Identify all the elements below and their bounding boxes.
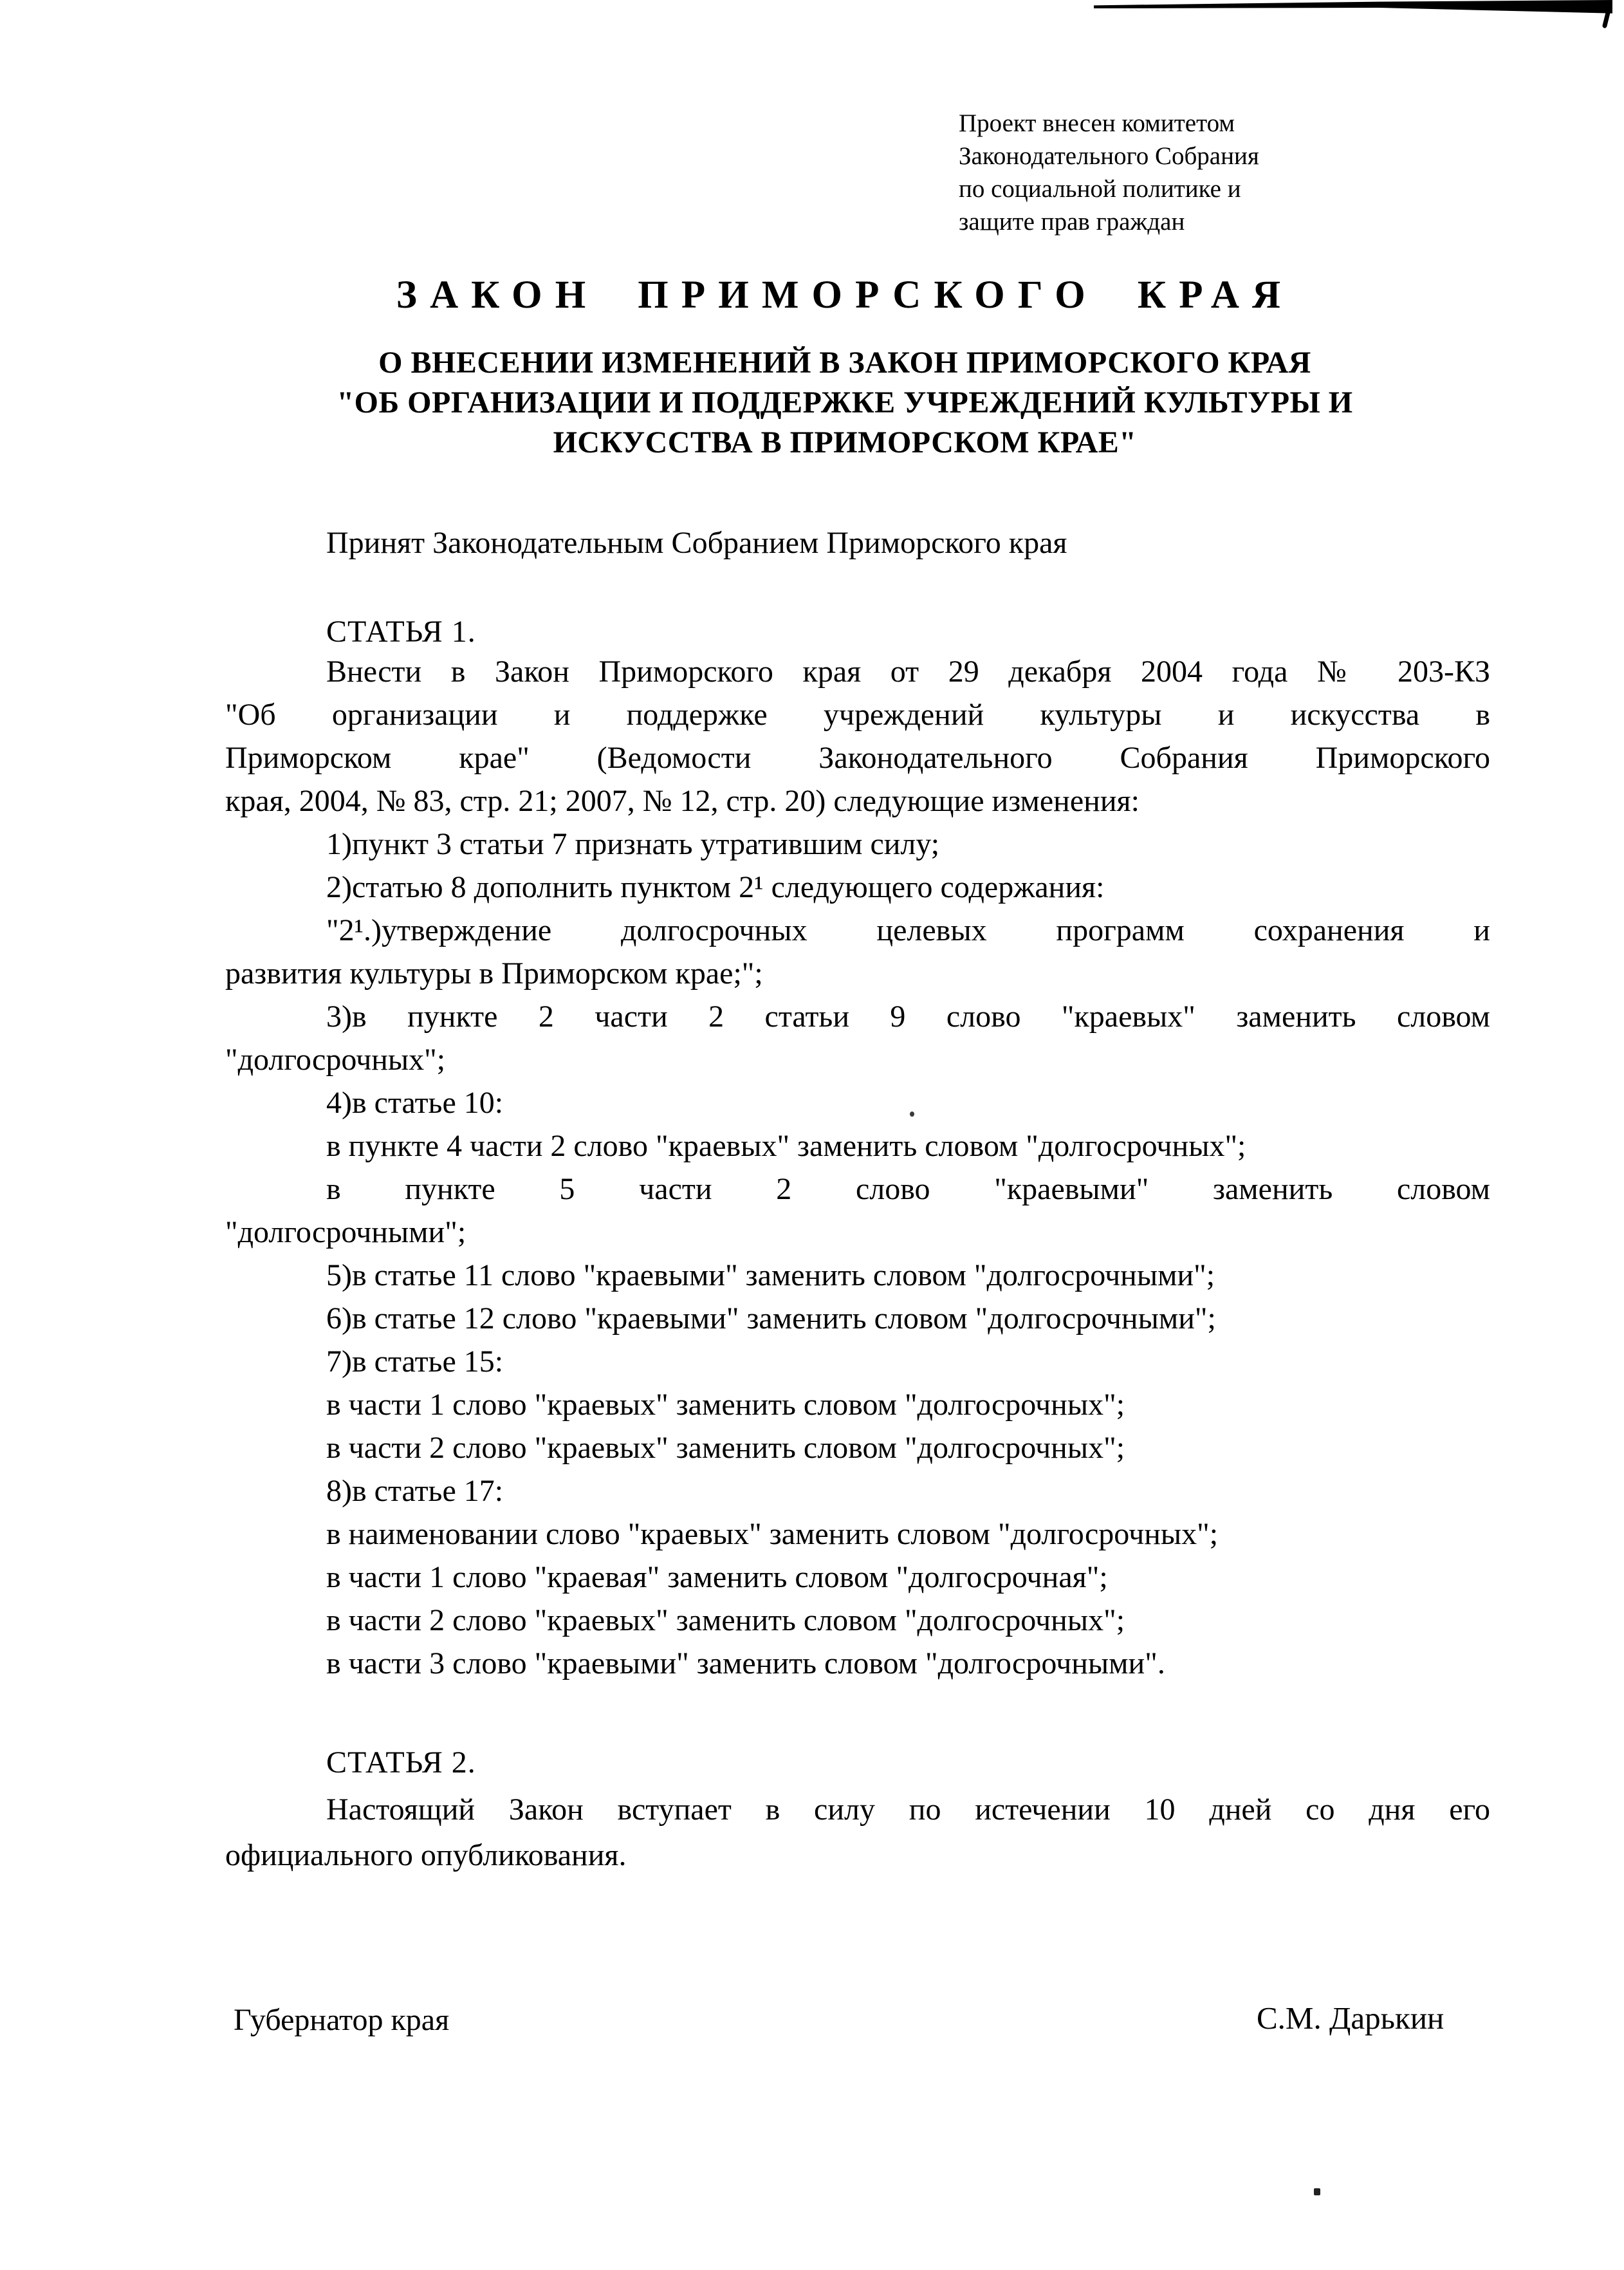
article-1-line-21: в части 1 слово "краевая" заменить словом "долгосрочная"; — [326, 1560, 1108, 1594]
article-1-line-14: 5)в статье 11 слово "краевыми" заменить словом "долгосрочными"; — [326, 1258, 1215, 1292]
article-1-line-9: "долгосрочных"; — [225, 1043, 446, 1077]
article-1-line-1: "Об организации и поддержке учреждений культуры и искусства в — [225, 698, 1490, 732]
article-2-heading: СТАТЬЯ 2. — [326, 1745, 476, 1780]
submitter-note-line: Проект внесен комитетом — [959, 109, 1235, 137]
document-subtitle — [212, 343, 1477, 463]
article-1-line-19: 8)в статье 17: — [326, 1474, 504, 1508]
article-1-line-3: края, 2004, № 83, стр. 21; 2007, № 12, стр. 20) следующие изменения: — [225, 784, 1140, 818]
article-1-line-17: в части 1 слово "краевых" заменить словом "долгосрочных"; — [326, 1388, 1125, 1422]
article-1-line-5: 2)статью 8 дополнить пунктом 2¹ следующего содержания: — [326, 870, 1105, 904]
signature-name: С.М. Дарькин — [1257, 2000, 1444, 2036]
article-1-body — [225, 650, 1490, 1685]
article-1-line-20: в наименовании слово "краевых" заменить словом "долгосрочных"; — [326, 1517, 1219, 1551]
article-1-line-0: Внести в Закон Приморского края от 29 декабря 2004 года № 203-КЗ — [326, 655, 1490, 689]
article-1-line-11: в пункте 4 части 2 слово "краевых" заменить словом "долгосрочных"; — [326, 1129, 1246, 1163]
document-subtitle-line: О ВНЕСЕНИИ ИЗМЕНЕНИЙ В ЗАКОН ПРИМОРСКОГО КРАЯ — [378, 346, 1311, 380]
submitter-note-line: Законодательного Собрания — [959, 142, 1259, 170]
submitter-note-line: защите прав граждан — [959, 208, 1185, 236]
scan-speck — [1314, 2188, 1320, 2195]
article-2-body — [225, 1787, 1490, 1878]
article-1-line-7: развития культуры в Приморском крае;"; — [225, 956, 763, 991]
article-1-line-4: 1)пункт 3 статьи 7 признать утратившим силу; — [326, 827, 940, 861]
article-1-line-18: в части 2 слово "краевых" заменить словом "долгосрочных"; — [326, 1431, 1125, 1465]
adopted-by-line: Принят Законодательным Собранием Приморского края — [326, 526, 1067, 560]
article-1-line-6: "2¹.)утверждение долгосрочных целевых программ сохранения и — [326, 913, 1490, 947]
article-1-line-13: "долгосрочными"; — [225, 1215, 466, 1249]
submitter-note — [959, 107, 1259, 238]
scan-speck — [910, 1112, 914, 1117]
submitter-note-line: по социальной политике и — [959, 175, 1241, 203]
article-1-line-10: 4)в статье 10: — [326, 1086, 504, 1120]
article-1-line-12: в пункте 5 части 2 слово "краевыми" заменить словом — [326, 1172, 1490, 1206]
article-1-line-16: 7)в статье 15: — [326, 1344, 504, 1379]
document-subtitle-line: "ОБ ОРГАНИЗАЦИИ И ПОДДЕРЖКЕ УЧРЕЖДЕНИЙ КУЛЬТУРЫ И — [337, 386, 1353, 420]
article-1-line-22: в части 2 слово "краевых" заменить словом "долгосрочных"; — [326, 1603, 1125, 1637]
article-2-line-1: официального опубликования. — [225, 1838, 627, 1872]
article-2-line-0: Настоящий Закон вступает в силу по истечении 10 дней со дня его — [326, 1792, 1490, 1827]
document-subtitle-line: ИСКУССТВА В ПРИМОРСКОМ КРАЕ" — [553, 425, 1137, 460]
document-title: ЗАКОН ПРИМОРСКОГО КРАЯ — [396, 274, 1294, 317]
article-1-line-2: Приморском крае" (Ведомости Законодательного Собрания Приморского — [225, 741, 1490, 775]
article-1-line-15: 6)в статье 12 слово "краевыми" заменить словом "долгосрочными"; — [326, 1301, 1216, 1335]
scan-artifact-bar — [1094, 0, 1612, 17]
article-1-line-23: в части 3 слово "краевыми" заменить словом "долгосрочными". — [326, 1646, 1165, 1680]
article-1-heading: СТАТЬЯ 1. — [326, 615, 476, 649]
signature-title: Губернатор края — [234, 2003, 450, 2037]
article-1-line-8: 3)в пункте 2 части 2 статьи 9 слово "краевых" заменить словом — [326, 1000, 1490, 1034]
